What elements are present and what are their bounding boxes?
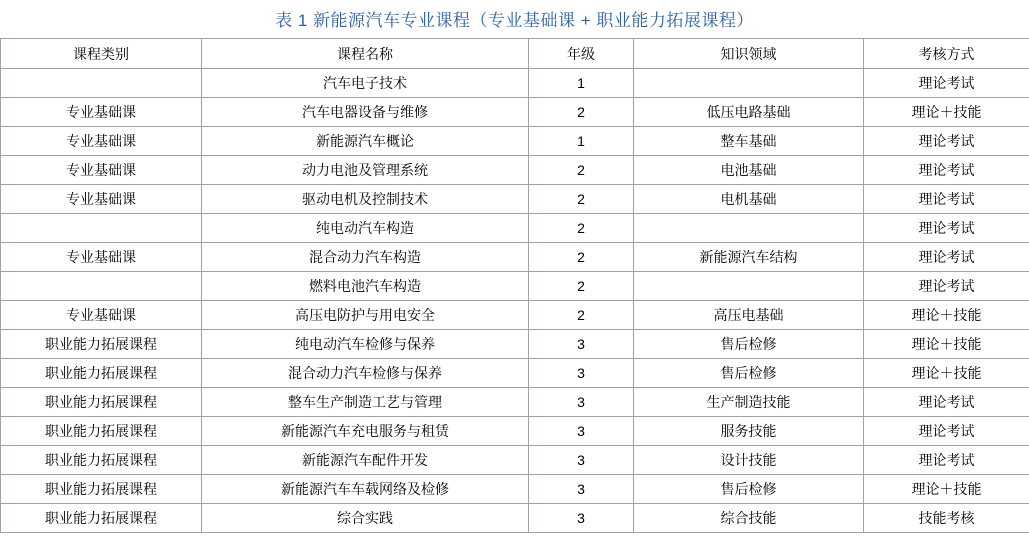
table-row <box>1 243 1029 272</box>
table-row <box>1 359 1029 388</box>
table-row <box>1 214 1029 243</box>
cell-exam: 理论＋技能 <box>864 301 1029 330</box>
cell-exam: 理论考试 <box>864 417 1029 446</box>
cell-domain <box>634 214 864 243</box>
cell-exam: 理论考试 <box>864 214 1029 243</box>
cell-category: 职业能力拓展课程 <box>1 504 202 533</box>
table-header-row <box>1 39 1029 69</box>
cell-name: 汽车电子技术 <box>202 69 529 98</box>
cell-domain <box>634 272 864 301</box>
table-row <box>1 272 1029 301</box>
cell-category: 专业基础课 <box>1 98 202 127</box>
table-row <box>1 301 1029 330</box>
cell-exam: 理论考试 <box>864 127 1029 156</box>
cell-name: 混合动力汽车检修与保养 <box>202 359 529 388</box>
cell-grade: 2 <box>529 156 634 185</box>
cell-exam: 理论考试 <box>864 185 1029 214</box>
cell-exam: 理论考试 <box>864 243 1029 272</box>
cell-category: 职业能力拓展课程 <box>1 330 202 359</box>
cell-category: 专业基础课 <box>1 243 202 272</box>
cell-category: 职业能力拓展课程 <box>1 388 202 417</box>
cell-category: 职业能力拓展课程 <box>1 475 202 504</box>
cell-name: 混合动力汽车构造 <box>202 243 529 272</box>
table-row <box>1 417 1029 446</box>
cell-category: 专业基础课 <box>1 301 202 330</box>
course-table <box>0 38 1029 533</box>
cell-domain: 设计技能 <box>634 446 864 475</box>
column-header-category: 课程类别 <box>1 39 202 69</box>
table-row <box>1 69 1029 98</box>
cell-exam: 理论＋技能 <box>864 359 1029 388</box>
cell-name: 综合实践 <box>202 504 529 533</box>
table-row <box>1 388 1029 417</box>
cell-name: 新能源汽车车载网络及检修 <box>202 475 529 504</box>
cell-exam: 理论＋技能 <box>864 330 1029 359</box>
cell-category: 专业基础课 <box>1 185 202 214</box>
cell-domain: 售后检修 <box>634 359 864 388</box>
cell-name: 整车生产制造工艺与管理 <box>202 388 529 417</box>
column-header-grade: 年级 <box>529 39 634 69</box>
table-row <box>1 156 1029 185</box>
cell-grade: 2 <box>529 185 634 214</box>
cell-domain: 新能源汽车结构 <box>634 243 864 272</box>
column-header-domain: 知识领域 <box>634 39 864 69</box>
cell-domain: 综合技能 <box>634 504 864 533</box>
cell-domain: 电池基础 <box>634 156 864 185</box>
cell-name: 汽车电器设备与维修 <box>202 98 529 127</box>
cell-domain: 生产制造技能 <box>634 388 864 417</box>
cell-grade: 2 <box>529 243 634 272</box>
cell-grade: 2 <box>529 98 634 127</box>
cell-name: 纯电动汽车检修与保养 <box>202 330 529 359</box>
table-row <box>1 446 1029 475</box>
cell-category: 专业基础课 <box>1 156 202 185</box>
cell-category <box>1 214 202 243</box>
cell-grade: 3 <box>529 504 634 533</box>
table-header <box>1 39 1029 69</box>
cell-exam: 理论＋技能 <box>864 475 1029 504</box>
cell-exam: 理论考试 <box>864 156 1029 185</box>
cell-exam: 理论考试 <box>864 446 1029 475</box>
cell-grade: 2 <box>529 214 634 243</box>
cell-domain <box>634 69 864 98</box>
cell-grade: 2 <box>529 272 634 301</box>
table-row <box>1 185 1029 214</box>
column-header-name: 课程名称 <box>202 39 529 69</box>
cell-name: 高压电防护与用电安全 <box>202 301 529 330</box>
cell-name: 燃料电池汽车构造 <box>202 272 529 301</box>
cell-name: 动力电池及管理系统 <box>202 156 529 185</box>
column-header-exam: 考核方式 <box>864 39 1029 69</box>
cell-name: 纯电动汽车构造 <box>202 214 529 243</box>
cell-domain: 高压电基础 <box>634 301 864 330</box>
cell-grade: 2 <box>529 301 634 330</box>
cell-category: 职业能力拓展课程 <box>1 417 202 446</box>
cell-exam: 理论考试 <box>864 272 1029 301</box>
cell-grade: 1 <box>529 69 634 98</box>
cell-grade: 3 <box>529 417 634 446</box>
cell-exam: 理论＋技能 <box>864 98 1029 127</box>
cell-domain: 低压电路基础 <box>634 98 864 127</box>
cell-name: 新能源汽车概论 <box>202 127 529 156</box>
table-row <box>1 127 1029 156</box>
cell-category <box>1 69 202 98</box>
cell-exam: 理论考试 <box>864 388 1029 417</box>
cell-category <box>1 272 202 301</box>
cell-domain: 服务技能 <box>634 417 864 446</box>
cell-name: 新能源汽车充电服务与租赁 <box>202 417 529 446</box>
table-row <box>1 475 1029 504</box>
table-row <box>1 504 1029 533</box>
cell-domain: 电机基础 <box>634 185 864 214</box>
table-caption: 表 1 新能源汽车专业课程（专业基础课 + 职业能力拓展课程） <box>275 11 754 30</box>
cell-grade: 3 <box>529 446 634 475</box>
cell-domain: 整车基础 <box>634 127 864 156</box>
table-body <box>1 69 1029 533</box>
cell-category: 职业能力拓展课程 <box>1 446 202 475</box>
cell-domain: 售后检修 <box>634 475 864 504</box>
cell-category: 专业基础课 <box>1 127 202 156</box>
cell-grade: 3 <box>529 330 634 359</box>
table-row <box>1 330 1029 359</box>
cell-grade: 3 <box>529 475 634 504</box>
cell-exam: 技能考核 <box>864 504 1029 533</box>
cell-grade: 3 <box>529 359 634 388</box>
cell-name: 驱动电机及控制技术 <box>202 185 529 214</box>
cell-grade: 1 <box>529 127 634 156</box>
cell-exam: 理论考试 <box>864 69 1029 98</box>
cell-domain: 售后检修 <box>634 330 864 359</box>
cell-grade: 3 <box>529 388 634 417</box>
cell-category: 职业能力拓展课程 <box>1 359 202 388</box>
cell-name: 新能源汽车配件开发 <box>202 446 529 475</box>
table-row <box>1 98 1029 127</box>
